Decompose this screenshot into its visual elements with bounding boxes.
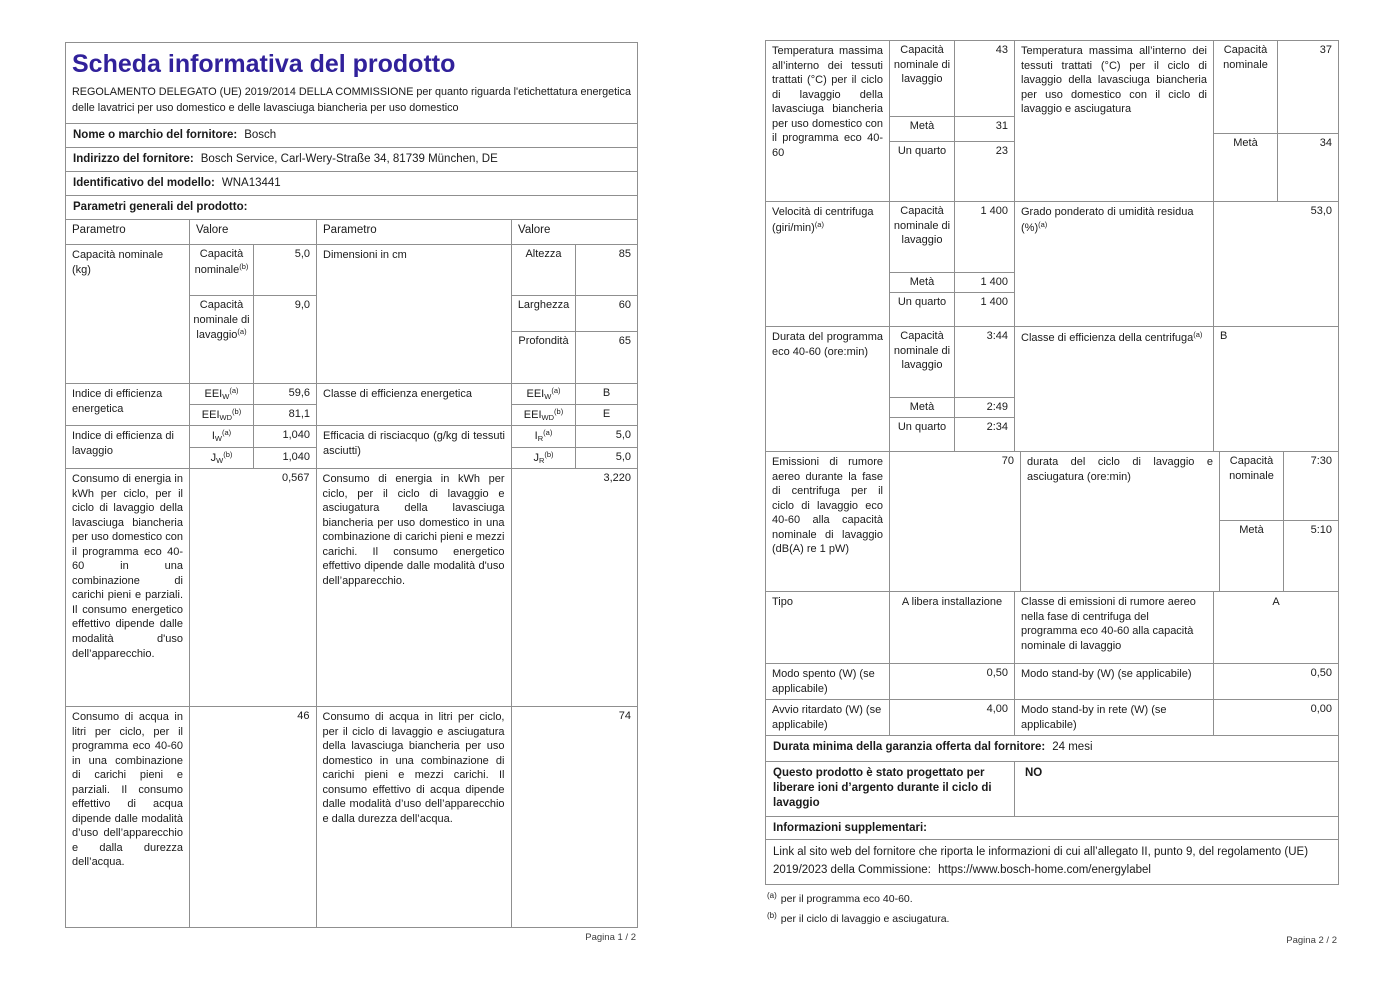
sub-row (512, 245, 637, 295)
column-header-parametro-2: Parametro (316, 220, 511, 244)
sub-row (190, 384, 316, 404)
sub-row (190, 295, 316, 383)
sub-value: 5,0 (575, 448, 637, 469)
sub-row (890, 327, 1014, 397)
value-group (189, 426, 316, 468)
row-consumo-energia (66, 468, 637, 706)
sub-value: 59,6 (253, 384, 316, 404)
sub-value: 5,0 (575, 426, 637, 447)
sub-label: Un quarto (897, 421, 947, 433)
sub-value: 81,1 (253, 405, 316, 425)
sub-value: 3:44 (954, 327, 1014, 397)
param-label: durata del ciclo di lavaggio e asciugatura (ore:min) (1020, 452, 1219, 591)
sub-value: E (575, 405, 637, 425)
value-cell: A libera installazione (889, 592, 1014, 663)
sub-value: 5,0 (253, 245, 316, 295)
footnote-a-marker: (a) (767, 891, 777, 900)
row-temperatura-massima (766, 41, 1338, 201)
model-id-row (66, 171, 637, 195)
param-label: Modo stand-by in rete (W) (se applicabile) (1014, 700, 1213, 735)
param-label: Avvio ritardato (W) (se applicabile) (772, 704, 882, 731)
footnotes (765, 891, 1339, 927)
sub-value: 9,0 (253, 296, 316, 383)
param-label: Consumo di acqua in litri per ciclo, per il ciclo di lavaggio e asciugatura della lavasciuga biancheria per uso domestico in una combinazione di carichi pieni e mezzi carichi. Il consumo effettivo di acqua dipende dalle modalità d’uso dell’apparecchio e dalla durezza dell’acqua. (316, 707, 511, 927)
row-indice-efficienza-energetica (66, 383, 637, 425)
sub-label: Profondità (518, 335, 569, 348)
value-cell: 74 (511, 707, 638, 927)
regulation-subtitle: REGOLAMENTO DELEGATO (UE) 2019/2014 DELLA COMMISSIONE per quanto riguarda l'etichettatura energetica delle lavatrici per uso domestico e delle lavasciuga biancheria per uso domestico (72, 86, 631, 115)
sub-value: 1 400 (954, 202, 1014, 272)
column-header-valore-1: Valore (189, 220, 316, 244)
sub-label: Capacità nominale (1229, 455, 1274, 482)
sub-label: Metà (1233, 137, 1258, 149)
value-cell: 0,50 (1213, 664, 1338, 699)
value-group (511, 426, 637, 468)
sub-value: 2:34 (954, 418, 1014, 451)
sub-label: Capacità nominale di lavaggio (893, 205, 951, 247)
row-informazioni-supplementari (766, 816, 1338, 839)
product-sheet-page2 (765, 40, 1339, 885)
page-1 (65, 42, 638, 945)
supplier-name-label: Nome o marchio del fornitore: (73, 128, 238, 141)
sub-value: 37 (1277, 41, 1338, 133)
supplier-link-cell (766, 840, 1338, 884)
param-label: Temperatura massima all’interno dei tessuti trattati (°C) per il ciclo di lavaggio della lavasciuga biancheria per uso domestico con il ciclo di lavaggio e asciugatura (1014, 41, 1213, 201)
value-cell: 0,00 (1213, 700, 1338, 735)
param-label: Dimensioni in cm (316, 245, 511, 383)
sub-value: 5:10 (1283, 521, 1338, 591)
value-group (511, 384, 637, 425)
footnote-b-text: per il ciclo di lavaggio e asciugatura. (780, 912, 950, 925)
model-id-label: Identificativo del modello: (73, 176, 215, 189)
sub-row (1220, 520, 1338, 591)
supplier-energylabel-link[interactable]: https://www.bosch-home.com/energylabel (938, 863, 1151, 876)
sub-value: 43 (954, 41, 1014, 116)
param-label: Indice di efficienza di lavaggio (72, 430, 174, 457)
row-durata-programma (766, 326, 1338, 451)
general-parameters-row (66, 195, 637, 219)
warranty-label: Durata minima della garanzia offerta dal fornitore: (773, 741, 1046, 753)
value-group (189, 384, 316, 425)
row-ioni-argento (766, 761, 1338, 816)
value-cell: B (1213, 327, 1338, 451)
sub-row (890, 116, 1014, 141)
sub-row (890, 202, 1014, 272)
supplier-name-row (66, 123, 637, 147)
row-capacita-nominale (66, 244, 637, 383)
footnote-b (765, 911, 1339, 927)
supplier-link-text: Link al sito web del fornitore che riporta le informazioni di cui all’allegato II, punto 9, del regolamento (UE) 2019/2023 della Commissione: (773, 846, 1309, 876)
title-block (66, 43, 637, 123)
param-label: Consumo di energia in kWh per ciclo, per il ciclo di lavaggio della lavasciuga biancheria per uso domestico con il programma eco 40-60 in una combinazione di carichi pieni e parziali. Il consumo energetico effettivo dipende dalle modalità d'uso dell’apparecchio. (72, 473, 183, 660)
supplementary-info-label: Informazioni supplementari: (773, 822, 927, 834)
sub-row (1214, 41, 1338, 133)
param-label: Durata del programma eco 40-60 (ore:min) (772, 331, 883, 358)
sub-row (512, 426, 637, 447)
param-label: Capacità nominale (kg) (72, 249, 164, 276)
supplier-address-label: Indirizzo del fornitore: (73, 152, 194, 165)
row-consumo-acqua (66, 706, 637, 927)
footnote-a (765, 891, 1339, 907)
sub-row (512, 384, 637, 404)
value-cell: 0,567 (189, 469, 316, 706)
value-group (511, 245, 637, 383)
model-id-value: WNA13441 (221, 176, 281, 189)
param-label: Velocità di centrifuga (giri/min)$^{(a)}$ (772, 206, 874, 234)
value-cell: 4,00 (889, 700, 1014, 735)
sub-label: Altezza (525, 248, 562, 261)
sub-row (1214, 133, 1338, 201)
sub-row (512, 404, 637, 425)
value-group (1219, 452, 1338, 591)
row-modo-spento (766, 663, 1338, 699)
sub-label: Metà (1239, 524, 1264, 536)
sub-label: Metà (909, 120, 935, 132)
sub-label: $EEI_{WD}^{(b)}$ (523, 407, 564, 423)
page-2 (765, 40, 1339, 947)
value-group (1213, 41, 1338, 201)
warranty-cell (766, 736, 1100, 761)
value-cell: 46 (189, 707, 316, 927)
sub-row (890, 272, 1014, 292)
sub-value: 2:49 (954, 398, 1014, 417)
sub-label: Metà (909, 401, 935, 413)
sub-value: 1 400 (954, 273, 1014, 292)
sub-row (190, 426, 316, 447)
sub-label: $J_R^{(b)}$ (533, 449, 554, 465)
sub-label: Capacità nominale di lavaggio (893, 330, 951, 372)
supplier-address-value: Bosch Service, Carl-Wery-Straße 34, 81739 München, DE (200, 152, 498, 165)
param-label: Modo spento (W) (se applicabile) (772, 668, 875, 695)
param-label: Consumo di acqua in litri per ciclo, per il programma eco 40-60 in una combinazione di carichi pieni e parziali. Il consumo effettivo di acqua dipende dalle modalità d’uso dell’apparecchio e dalla durezza dell’acqua. (72, 711, 183, 869)
sub-value: 34 (1277, 134, 1338, 201)
sub-value: 1,040 (253, 448, 316, 469)
row-link-fornitore (766, 839, 1338, 884)
sub-label: Larghezza (517, 299, 570, 312)
supplier-name-value: Bosch (244, 128, 277, 141)
general-parameters-label: Parametri generali del prodotto: (73, 201, 248, 214)
product-sheet-page1 (65, 42, 638, 928)
sub-label: Capacità nominale di lavaggio$^{(a)}$ (193, 299, 250, 342)
param-label: Emissioni di rumore aereo durante la fase di centrifuga per il ciclo di lavaggio eco 40-60 alla capacità nominale di lavaggio (dB(A) re 1 pW) (772, 456, 883, 556)
param-label: Classe di efficienza energetica (316, 384, 511, 425)
value-cell: 0,50 (889, 664, 1014, 699)
page-title: Scheda informativa del prodotto (72, 50, 456, 78)
value-cell: 3,220 (511, 469, 638, 706)
value-group (189, 245, 316, 383)
column-header-valore-2: Valore (511, 220, 637, 244)
sub-row (890, 292, 1014, 326)
sub-row (1220, 452, 1338, 520)
row-avvio-ritardato (766, 699, 1338, 735)
param-label: Indice di efficienza energetica (72, 388, 163, 415)
sub-label: $EEI_W^{(a)}$ (526, 386, 561, 402)
sub-row (890, 141, 1014, 201)
param-label: Temperatura massima all’interno dei tessuti trattati (°C) per il ciclo di lavaggio della lavasciuga biancheria per uso domestico con il programma eco 40-60 (772, 45, 883, 159)
param-label: Tipo (772, 596, 793, 608)
warranty-value: 24 mesi (1052, 741, 1093, 753)
param-label: Efficacia di risciacquo (g/kg di tessuti asciutti) (316, 426, 511, 468)
sub-row (890, 397, 1014, 417)
supplier-address-row (66, 147, 637, 171)
sub-label: Capacità nominale (1223, 44, 1268, 71)
param-label: Classe di emissioni di rumore aereo nella fase di centrifuga del programma eco 40-60 alla capacità nominale di lavaggio (1014, 592, 1213, 663)
sub-label: Un quarto (897, 296, 947, 308)
sub-label: $I_R^{(a)}$ (534, 428, 553, 444)
value-group (889, 202, 1014, 326)
sub-row (890, 417, 1014, 451)
value-cell: A (1213, 592, 1338, 663)
sub-row (890, 41, 1014, 116)
sub-label: $EEI_W^{(a)}$ (204, 386, 239, 402)
value-group (889, 41, 1014, 201)
sub-value: 85 (575, 245, 637, 295)
footnote-b-marker: (b) (767, 910, 777, 920)
sub-label: Capacità nominale$^{(b)}$ (194, 248, 249, 276)
value-cell: 70 (889, 452, 1020, 591)
page-footer: Pagina 2 / 2 (1286, 934, 1337, 946)
row-tipo (766, 591, 1338, 663)
sub-row (190, 245, 316, 295)
row-emissioni-rumore (766, 451, 1338, 591)
sub-label: $I_W^{(a)}$ (211, 428, 232, 444)
row-velocita-centrifuga (766, 201, 1338, 326)
value-cell: 53,0 (1213, 202, 1338, 326)
footnote-a-text: per il programma eco 40-60. (780, 893, 913, 905)
table-header-row (66, 219, 637, 244)
sub-value: 1,040 (253, 426, 316, 447)
sub-row (512, 295, 637, 331)
row-garanzia (766, 735, 1338, 761)
sub-value: 1 400 (954, 293, 1014, 326)
sub-row (512, 447, 637, 469)
silver-ion-label: Questo prodotto è stato progettato per liberare ioni d’argento durante il ciclo di lavaggio (773, 767, 992, 810)
param-label: Grado ponderato di umidità residua (%)$^{(a)}$ (1014, 202, 1213, 326)
sub-label: $J_W^{(b)}$ (210, 449, 233, 465)
row-indice-efficienza-lavaggio (66, 425, 637, 468)
sub-value: 7:30 (1283, 452, 1338, 520)
page-footer: Pagina 1 / 2 (585, 932, 636, 944)
sub-label: Capacità nominale di lavaggio (893, 44, 951, 86)
sub-row (190, 404, 316, 425)
sub-value: 23 (954, 142, 1014, 201)
param-label: Classe di efficienza della centrifuga$^{(a)}$ (1014, 327, 1213, 451)
sub-label: $EEI_{WD}^{(b)}$ (201, 407, 242, 423)
param-label: Consumo di energia in kWh per ciclo, per il ciclo di lavaggio e asciugatura della lavasciuga biancheria per uso domestico in una combinazione di carichi pieni e mezzi carichi. Il consumo energetico effettivo dipende dalle modalità d'uso dell’apparecchio. (316, 469, 511, 706)
sub-value: B (575, 384, 637, 404)
silver-ion-value: NO (1014, 762, 1338, 816)
column-header-parametro-1: Parametro (72, 224, 126, 237)
sub-value: 60 (575, 296, 637, 331)
sub-label: Metà (909, 276, 935, 288)
param-label: Modo stand-by (W) (se applicabile) (1014, 664, 1213, 699)
sub-value: 65 (575, 332, 637, 383)
sub-label: Un quarto (897, 145, 947, 157)
sub-row (512, 331, 637, 383)
value-group (889, 327, 1014, 451)
sub-value: 31 (954, 117, 1014, 141)
sub-row (190, 447, 316, 469)
